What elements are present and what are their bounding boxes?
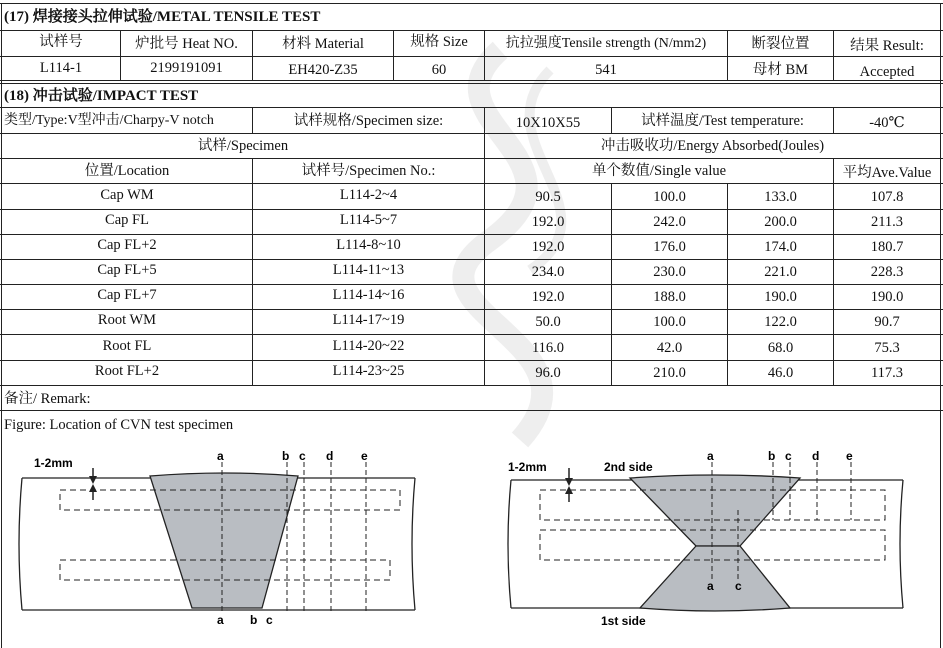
impact-value-2-cell: 188.0 <box>653 289 686 305</box>
remark-label: 备注/ Remark: <box>4 391 91 407</box>
impact-value-3-cell: 133.0 <box>764 189 797 205</box>
double-v-weld-diagram <box>508 449 903 628</box>
specimen-no-header: 试样号/Specimen No.: <box>301 163 436 179</box>
impact-specimen-cell: L114-23~25 <box>332 363 405 379</box>
right-bottom-mark-a: a <box>707 579 714 593</box>
impact-value-3-cell: 174.0 <box>764 239 797 255</box>
impact-location-cell: Cap FL+5 <box>97 262 157 278</box>
impact-value-1-cell: 192.0 <box>531 289 565 305</box>
left-bottom-mark-a: a <box>217 613 224 627</box>
impact-specimen-cell: L114-11~13 <box>332 262 405 278</box>
tensile-result-value: Accepted <box>859 64 915 80</box>
impact-value-2-cell: 176.0 <box>653 239 686 255</box>
impact-value-3-cell: 122.0 <box>764 314 797 330</box>
impact-value-3-cell: 221.0 <box>764 264 797 280</box>
energy-group-header: 冲击吸收功/Energy Absorbed(Joules) <box>600 138 825 154</box>
tensile-header-specimen: 试样号 <box>39 34 83 50</box>
impact-section-title: (18) 冲击试验/IMPACT TEST <box>4 88 199 104</box>
impact-specimen-cell: L114-2~4 <box>339 187 398 203</box>
impact-specimen-cell: L114-8~10 <box>336 237 401 253</box>
impact-value-1-cell: 50.0 <box>535 314 561 330</box>
second-side-label: 2nd side <box>604 460 653 474</box>
impact-value-2-cell: 230.0 <box>653 264 686 280</box>
impact-location-cell: Root FL <box>102 338 152 354</box>
impact-specimen-cell: L114-20~22 <box>332 338 405 354</box>
left-top-mark-d: d <box>326 449 334 463</box>
impact-type-label: 类型/Type:V型冲击/Charpy-V notch <box>4 113 214 128</box>
left-top-mark-a: a <box>217 449 224 463</box>
impact-average-cell: 75.3 <box>874 340 900 356</box>
left-top-mark-b: b <box>282 449 290 463</box>
impact-value-1-cell: 234.0 <box>531 264 565 280</box>
impact-value-2-cell: 242.0 <box>653 214 686 230</box>
impact-value-2-cell: 210.0 <box>653 365 686 381</box>
tensile-specimen-value: L114-1 <box>39 60 83 76</box>
impact-specimen-cell: L114-5~7 <box>339 212 398 228</box>
impact-specimen-cell: L114-17~19 <box>332 312 405 328</box>
impact-location-cell: Root WM <box>97 312 157 328</box>
impact-temp-value: -40℃ <box>869 115 905 131</box>
impact-average-cell: 117.3 <box>870 365 904 381</box>
right-top-mark-a: a <box>707 449 714 463</box>
specimen-group-header: 试样/Specimen <box>197 138 289 154</box>
tensile-header-fracture: 断裂位置 <box>751 36 810 52</box>
impact-average-cell: 228.3 <box>870 264 904 280</box>
tensile-header-strength: 抗拉强度Tensile strength (N/mm2) <box>505 36 707 51</box>
left-bottom-mark-c: c <box>266 613 273 627</box>
impact-temp-label: 试样温度/Test temperature: <box>641 113 804 129</box>
impact-value-1-cell: 192.0 <box>531 239 565 255</box>
impact-value-3-cell: 46.0 <box>767 365 794 381</box>
tensile-header-result: 结果 Result: <box>850 38 924 54</box>
tensile-strength-value: 541 <box>595 62 617 78</box>
impact-average-cell: 90.7 <box>874 314 900 330</box>
impact-average-cell: 190.0 <box>870 289 904 305</box>
impact-location-cell: Root FL+2 <box>94 363 160 379</box>
impact-size-label: 试样规格/Specimen size: <box>293 113 444 129</box>
tensile-section-title: (17) 焊接接头拉伸试验/METAL TENSILE TEST <box>4 9 321 25</box>
impact-average-cell: 180.7 <box>870 239 904 255</box>
impact-value-1-cell: 116.0 <box>531 340 565 356</box>
average-header: 平均Ave.Value <box>842 165 932 181</box>
impact-value-1-cell: 90.5 <box>535 189 561 205</box>
tensile-header-size: 规格 Size <box>410 34 468 50</box>
impact-value-2-cell: 100.0 <box>653 189 686 205</box>
impact-specimen-cell: L114-14~16 <box>332 287 405 303</box>
tensile-header-heat-no: 炉批号 Heat NO. <box>135 36 238 52</box>
impact-value-3-cell: 68.0 <box>767 340 794 356</box>
impact-value-2-cell: 42.0 <box>656 340 683 356</box>
right-top-mark-b: b <box>768 449 776 463</box>
impact-location-cell: Cap FL <box>105 212 149 228</box>
impact-location-cell: Cap FL+7 <box>97 287 157 303</box>
impact-location-cell: Cap WM <box>100 187 154 203</box>
impact-value-2-cell: 100.0 <box>653 314 686 330</box>
single-value-header: 单个数值/Single value <box>591 163 727 179</box>
impact-value-1-cell: 192.0 <box>531 214 565 230</box>
left-top-mark-c: c <box>299 449 306 463</box>
right-top-mark-e: e <box>846 449 853 463</box>
impact-location-cell: Cap FL+2 <box>97 237 157 253</box>
cvn-location-figure <box>0 440 943 648</box>
impact-average-cell: 107.8 <box>870 189 904 205</box>
location-header: 位置/Location <box>84 163 170 179</box>
right-depth-label: 1-2mm <box>508 460 547 474</box>
figure-caption: Figure: Location of CVN test specimen <box>4 417 234 433</box>
left-top-mark-e: e <box>361 449 368 463</box>
tensile-header-material: 材料 Material <box>282 36 364 52</box>
right-bottom-mark-c: c <box>735 579 742 593</box>
impact-size-value: 10X10X55 <box>515 115 581 131</box>
tensile-material-value: EH420-Z35 <box>288 62 358 78</box>
first-side-label: 1st side <box>601 614 646 628</box>
right-top-mark-d: d <box>812 449 820 463</box>
impact-value-1-cell: 96.0 <box>535 365 561 381</box>
tensile-fracture-value: 母材 BM <box>752 62 809 78</box>
tensile-size-value: 60 <box>431 62 447 78</box>
tensile-heat-value: 2199191091 <box>150 60 223 76</box>
left-bottom-mark-b: b <box>250 613 258 627</box>
single-v-weld-diagram <box>19 449 415 627</box>
right-top-mark-c: c <box>785 449 792 463</box>
impact-value-3-cell: 190.0 <box>764 289 797 305</box>
impact-value-3-cell: 200.0 <box>764 214 797 230</box>
impact-average-cell: 211.3 <box>870 214 904 230</box>
left-depth-label: 1-2mm <box>34 456 73 470</box>
